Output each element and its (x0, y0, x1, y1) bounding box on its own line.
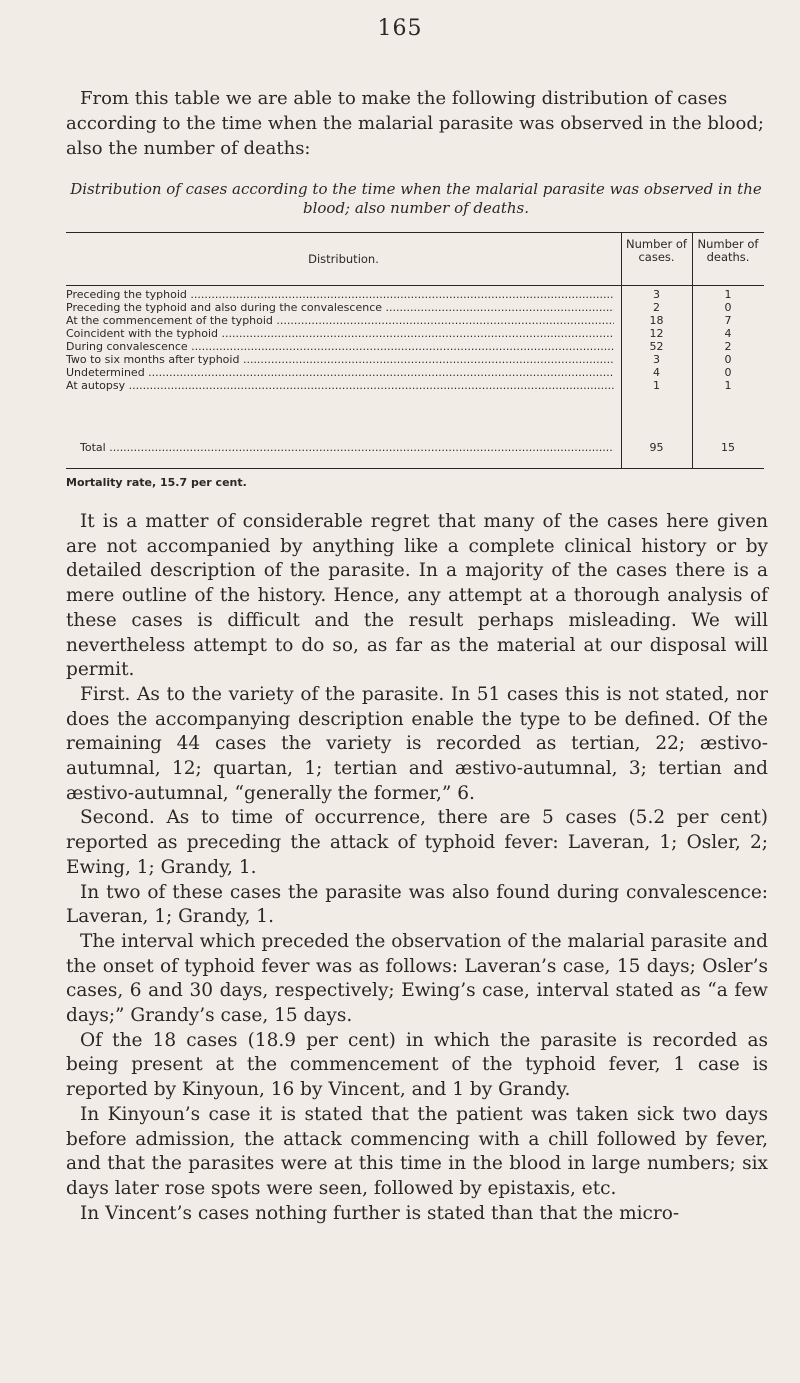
body-text (66, 510, 768, 1226)
paragraph: First. As to the variety of the parasite. In 51 cases this is not stated, nor does the accompanying description enable the type to be defined. Of the remaining 44 cases the variety is recorded as tertian, 22; æstivo-autumnal, 12; quartan, 1; tertian and æstivo-autumnal, 3; tertian and æstivo-autumnal, “generally the former,” 6. (66, 683, 768, 804)
row-cases: 3 (653, 353, 660, 366)
header-deaths: Number of deaths. (697, 237, 759, 264)
row-deaths: 2 (724, 340, 732, 353)
total-cases: 95 (649, 441, 664, 454)
paragraph: It is a matter of considerable regret that many of the cases here given are not accompanied by anything like a complete clinical history or by detailed description of the parasite. In a majority of the cases there is a mere outline of the history. Hence, any attempt at a thorough analysis of these cases is difficult and the result perhaps misleading. We will nevertheless attempt to do so, as far as the material at our disposal will permit. (66, 511, 768, 681)
table-row (66, 379, 764, 392)
row-cases: 18 (649, 314, 664, 327)
table-body (66, 288, 764, 392)
header-divider (66, 285, 764, 286)
row-cases: 4 (653, 366, 660, 379)
header-distribution: Distribution. (308, 252, 379, 266)
row-deaths: 1 (724, 379, 732, 392)
row-label: During convalescence ..... (66, 340, 614, 353)
paragraph: Second. As to time of occurrence, there are 5 cases (5.2 per cent) reported as preceding the attack of typhoid fever: Laveran, 1; Osler, 2; Ewing, 1; Grandy, 1. (66, 807, 768, 878)
row-deaths: 0 (724, 353, 732, 366)
paragraph: In two of these cases the parasite was also found during convalescence: Laveran, 1; Grandy, 1. (66, 881, 768, 928)
table-row (66, 340, 764, 353)
row-label: Undetermined ..... (66, 366, 614, 379)
row-deaths: 1 (724, 288, 732, 301)
paragraph: In Vincent’s cases nothing further is stated than that the micro- (80, 1202, 680, 1224)
total-label: Total ..... (80, 441, 614, 455)
table-row (66, 314, 764, 327)
row-label: Preceding the typhoid ..... (66, 288, 614, 301)
page-number: 165 (377, 16, 423, 41)
row-cases: 1 (653, 379, 660, 392)
paragraph: The interval which preceded the observation of the malarial parasite and the onset of typhoid fever was as follows: Laveran’s case, 15 days; Osler’s cases, 6 and 30 days, respectively; Ewing’s case, interval stated as “a few days;” Grandy’s case, 15 days. (66, 930, 768, 1027)
table-total-row (66, 441, 764, 455)
row-label: At autopsy ..... (66, 379, 614, 392)
mortality-rate-note: Mortality rate, 15.7 per cent. (66, 476, 247, 489)
table-row (66, 301, 764, 314)
header-cases: Number of cases. (626, 237, 687, 264)
row-deaths: 4 (724, 327, 732, 340)
row-cases: 2 (653, 301, 660, 314)
table-row (66, 288, 764, 301)
row-label: At the commencement of the typhoid ..... (66, 314, 614, 327)
intro-paragraph: From this table we are able to make the following distribution of cases according to the time when the malarial parasite was observed in the blood; also the number of deaths: (66, 88, 764, 159)
table-caption: Distribution of cases according to the time when the malarial parasite was observed in the blood; also number of deaths. (70, 180, 762, 217)
table-row (66, 366, 764, 379)
row-deaths: 0 (724, 366, 732, 379)
paragraph: Of the 18 cases (18.9 per cent) in which the parasite is recorded as being present at the commencement of the typhoid fever, 1 case is reported by Kinyoun, 16 by Vincent, and 1 by Grandy. (66, 1029, 768, 1101)
row-cases: 52 (649, 340, 664, 353)
row-deaths: 0 (724, 301, 732, 314)
row-label: Coincident with the typhoid ..... (66, 327, 614, 340)
row-cases: 12 (649, 327, 664, 340)
table-row (66, 353, 764, 366)
row-label: Two to six months after typhoid ..... (66, 353, 614, 366)
total-deaths: 15 (721, 441, 735, 454)
distribution-table (66, 232, 764, 469)
paragraph: In Kinyoun’s case it is stated that the patient was taken sick two days before admission, the attack commencing with a chill followed by fever, and that the parasites were at this time in the blood in large numbers; six days later rose spots were seen, followed by epistaxis, etc. (66, 1103, 768, 1199)
row-cases: 3 (653, 288, 660, 301)
row-deaths: 7 (724, 314, 732, 327)
table-row (66, 327, 764, 340)
row-label: Preceding the typhoid and also during the convalescence ..... (66, 301, 614, 314)
